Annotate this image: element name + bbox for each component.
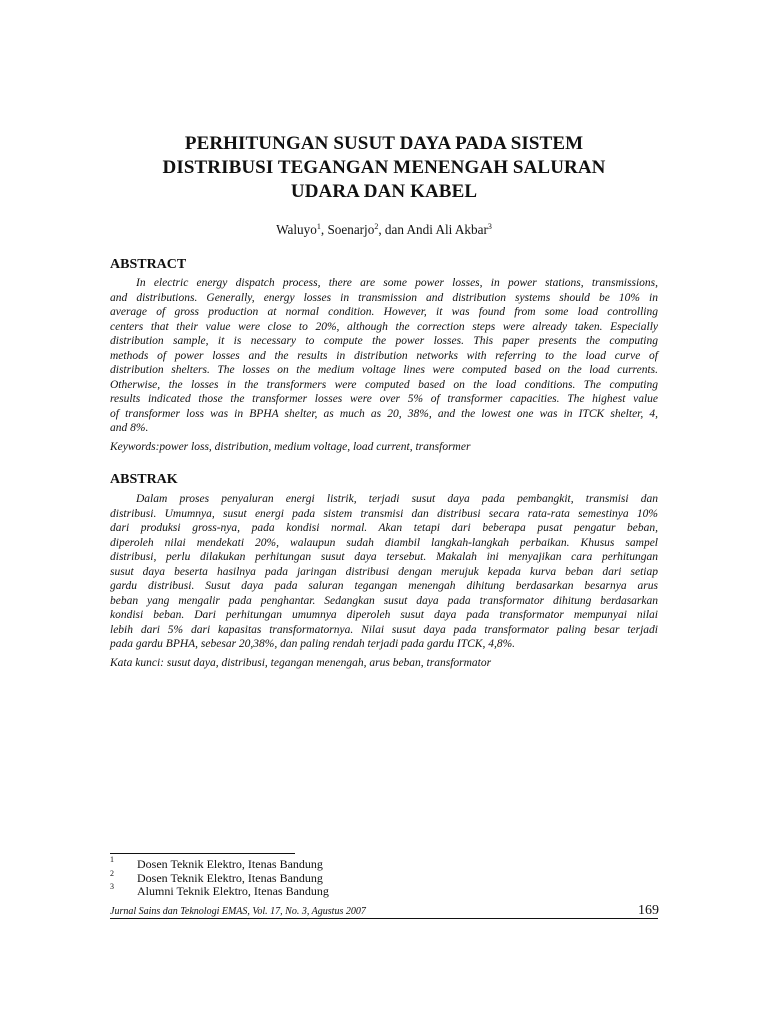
- paper-title: [110, 132, 658, 204]
- abstrak-line: gardu distribusi. Susut daya pada saluran tegangan menengah dihitung berdasarkan besarnya arus: [110, 580, 658, 592]
- abstract-line: average of gross production at normal condition. However, it was found from some load controlling: [110, 306, 658, 318]
- abstract-line: In electric energy dispatch process, there are some power losses, in power stations, transmissions,: [136, 277, 658, 289]
- author-affiliation-mark: 3: [487, 222, 492, 231]
- abstrak-body: [110, 492, 658, 652]
- abstrak-heading: ABSTRAK: [110, 472, 178, 487]
- abstract-line: results indicated those the transformer losses were over 5% of transformer capacities. The highest value: [110, 393, 658, 405]
- footnote-text: Alumni Teknik Elektro, Itenas Bandung: [137, 884, 329, 898]
- title-line: PERHITUNGAN SUSUT DAYA PADA SISTEM: [184, 133, 584, 154]
- abstract-line: and 8%.: [110, 422, 149, 434]
- abstract-heading: ABSTRACT: [110, 257, 187, 272]
- author-name: Waluyo: [276, 222, 317, 237]
- author-separator: , dan: [378, 222, 407, 237]
- footnote-text: Dosen Teknik Elektro, Itenas Bandung: [137, 870, 323, 885]
- abstrak-line: diperoleh nilai mendekati 20%, walaupun sudah diambil langkah-langkah perbaikan. Khusus sampel: [110, 536, 658, 549]
- abstrak-line: beban yang mengalir pada penghantar. Sedangkan susut daya pada transformator dihitung berdasarkan: [110, 594, 658, 607]
- author-list: [110, 222, 658, 238]
- abstract-line: distribution shelters. The losses on the medium voltage lines were computed based on the load currents.: [110, 364, 658, 376]
- abstrak-line: distribusi. Umumnya, susut energi pada sistem transmisi dan distribusi secara rata-rata semestinya 10%: [110, 507, 658, 520]
- page-number: 169: [638, 903, 659, 918]
- abstract-line: of transformer loss was in BPHA shelter, as much as 20, 38%, and the lowest one was in ITCK shelter, 4,: [110, 407, 658, 420]
- abstrak-line: susut daya beserta hasilnya pada jaringan distribusi dengan merujuk kepada kurva beban dari setiap: [110, 565, 658, 578]
- footnote-divider: [110, 853, 295, 854]
- abstract-line: methods of power losses and the results in distribution networks with referring to the load curve of: [110, 349, 658, 362]
- abstrak-line: dari produksi gross-nya, pada kondisi normal. Akan tetapi dari beberapa pusat pengatur beban,: [110, 522, 658, 534]
- footer-rule: [110, 918, 658, 919]
- abstract-line: Otherwise, the losses in the transformers were computed based on the load conditions. The computing: [110, 378, 658, 391]
- title-line: UDARA DAN KABEL: [290, 181, 478, 202]
- abstrak-line: Dalam proses penyaluran energi listrik, terjadi susut daya pada pembangkit, transmisi dan: [136, 493, 658, 505]
- abstrak-line: lebih dari 5% dari kapasitas transformatornya. Nilai susut daya pada transformator paling besar terjadi: [110, 623, 658, 636]
- journal-citation: Jurnal Sains dan Teknologi EMAS, Vol. 17, No. 3, Agustus 2007: [110, 906, 366, 917]
- title-line: DISTRIBUSI TEGANGAN MENENGAH SALURAN: [162, 157, 606, 178]
- abstract-line: centers that their value were close to 20%, although the correction steps were already taken. Especially: [110, 320, 658, 333]
- author-separator: ,: [320, 222, 328, 237]
- abstrak-line: kondisi beban. Dari perhitungan umumnya diperoleh susut daya pada transformator mempunyai nilai: [110, 609, 658, 621]
- author-name: Andi Ali Akbar: [406, 222, 488, 237]
- author-affiliation-mark: 1: [316, 222, 321, 231]
- footnote-mark: 1: [110, 855, 114, 864]
- abstrak-line: distribusi, perlu dilakukan perhitungan susut daya tersebut. Makalah ini menyajikan cara perhitungan: [110, 551, 658, 563]
- footnote-mark: 3: [110, 882, 114, 891]
- footnote-text: Dosen Teknik Elektro, Itenas Bandung: [137, 857, 323, 871]
- keywords-english: Keywords:power loss, distribution, medium voltage, load current, transformer: [110, 441, 471, 453]
- author-affiliation-mark: 2: [374, 222, 379, 231]
- abstract-line: distribution sample, it is necessary to compute the power losses. This paper presents the computing: [110, 335, 658, 347]
- abstrak-line: pada gardu BPHA, sebesar 20,38%, dan paling rendah terjadi pada gardu ITCK, 4,8%.: [110, 638, 516, 650]
- author-name: Soenarjo: [327, 222, 375, 237]
- footnote-mark: 2: [110, 868, 114, 878]
- abstract-body: [110, 276, 658, 436]
- keywords-indonesian: Kata kunci: susut daya, distribusi, tegangan menengah, arus beban, transformator: [110, 657, 492, 669]
- abstract-line: and distributions. Generally, energy losses in transmission and distribution systems should be 10% in: [110, 291, 658, 304]
